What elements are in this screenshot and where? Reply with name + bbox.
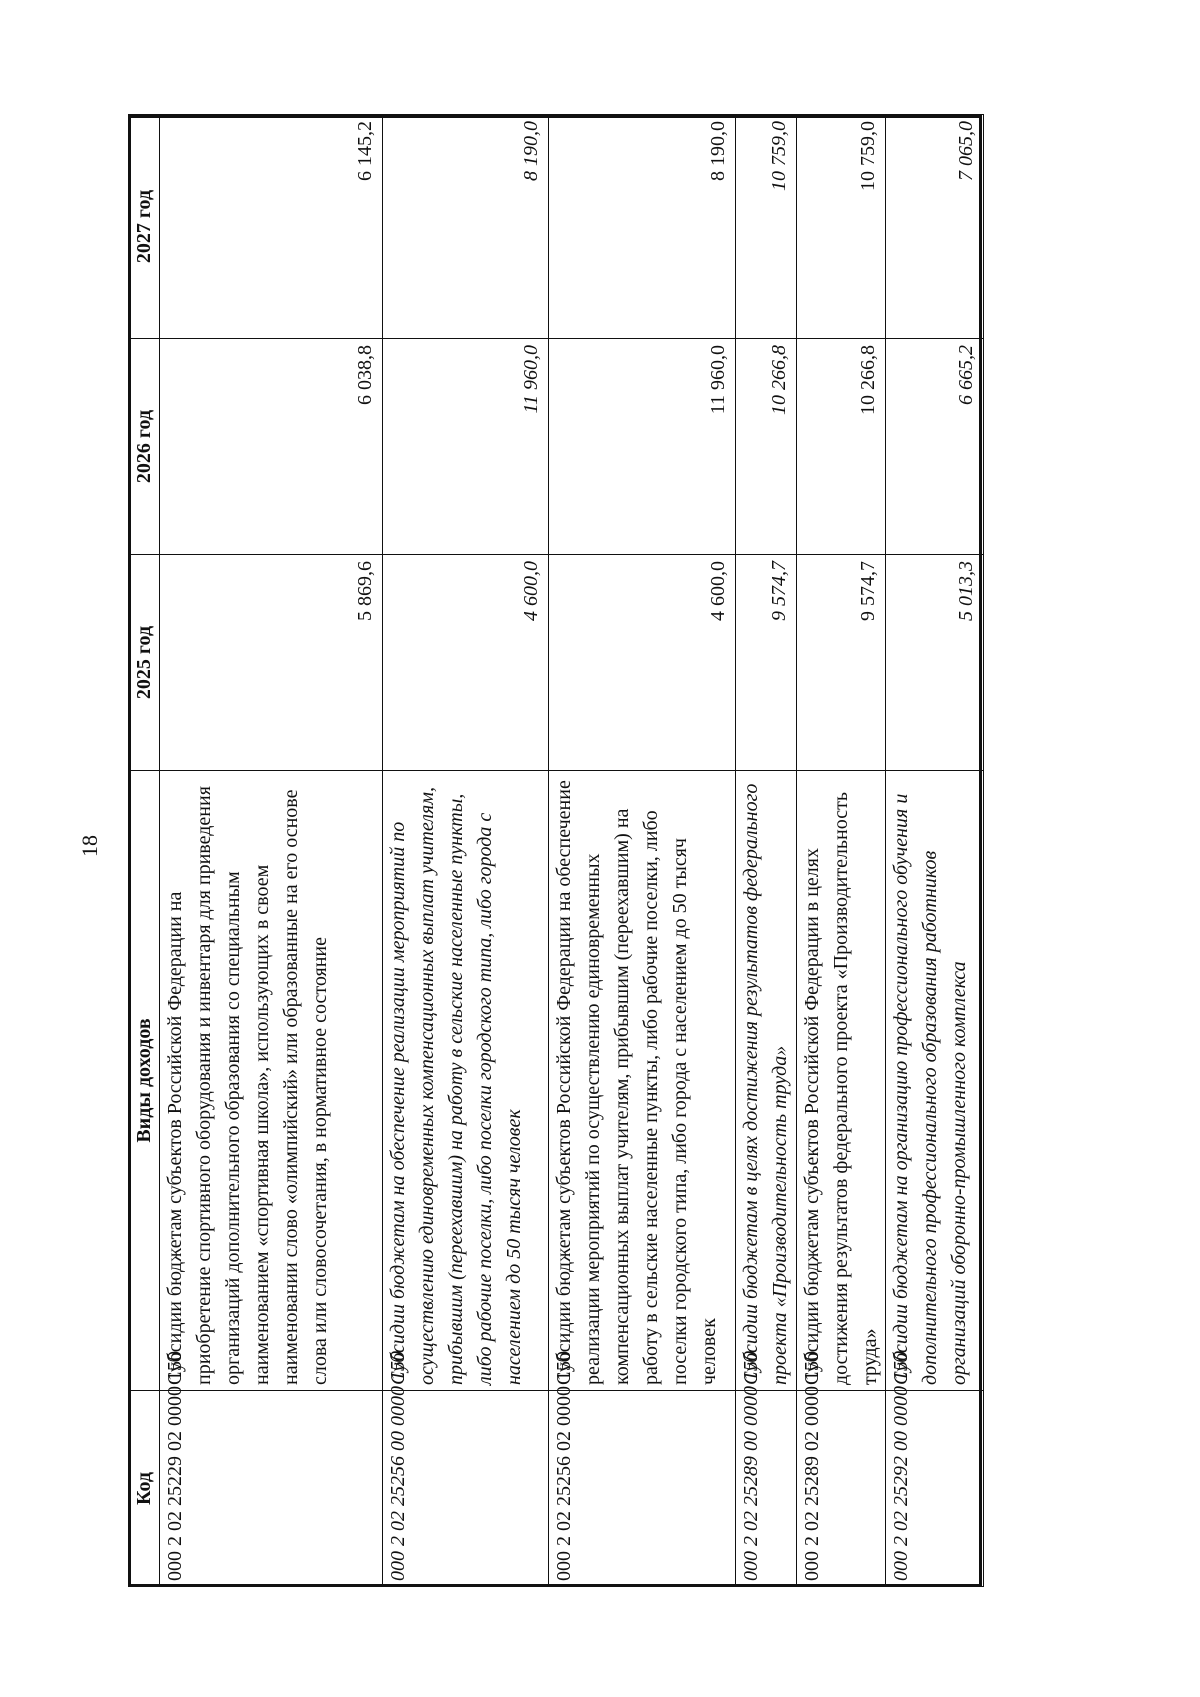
- row-value-2026: 10 266,8: [736, 339, 797, 555]
- row-value-2027: 6 145,2: [160, 115, 383, 339]
- row-code: 000 2 02 25292 00 0000 150: [886, 1391, 984, 1587]
- row-value-2026: 11 960,0: [549, 339, 736, 555]
- row-description: Субсидии бюджетам на организацию профессионального обучения и дополнительного профессионального образования работников организаций оборонно-промышленного комплекса: [886, 771, 984, 1391]
- row-value-2027: 8 190,0: [549, 115, 736, 339]
- row-value-2027: 7 065,0: [886, 115, 984, 339]
- row-value-2026: 10 266,8: [797, 339, 886, 555]
- row-value-2025: 9 574,7: [736, 555, 797, 771]
- revenue-table-container: [128, 115, 982, 1587]
- row-code: 000 2 02 25289 00 0000 150: [736, 1391, 797, 1587]
- row-description: Субсидии бюджетам субъектов Российской Федерации на приобретение спортивного оборудования и инвентаря для приведения организаций дополнительного образования со специальным наименованием «спортивная школа», использующих в своем наименовании слово «олимпийский» или образованные на его основе слова или словосочетания, в нормативное состояние: [160, 771, 383, 1391]
- row-code: 000 2 02 25289 02 0000 150: [797, 1391, 886, 1587]
- row-value-2027: 8 190,0: [383, 115, 549, 339]
- row-value-2026: 11 960,0: [383, 339, 549, 555]
- row-value-2025: 5 869,6: [160, 555, 383, 771]
- row-value-2026: 6 038,8: [160, 339, 383, 555]
- table-row: [160, 115, 383, 1587]
- row-value-2026: 6 665,2: [886, 339, 984, 555]
- header-revenue-kind: Виды доходов: [129, 771, 160, 1391]
- revenue-table: [128, 114, 984, 1587]
- table-row: [797, 115, 886, 1587]
- row-value-2025: 9 574,7: [797, 555, 886, 771]
- row-description: Субсидии бюджетам в целях достижения результатов федерального проекта «Производительность труда»: [736, 771, 797, 1391]
- row-value-2027: 10 759,0: [736, 115, 797, 339]
- header-2025: 2025 год: [129, 555, 160, 771]
- table-row: [383, 115, 549, 1587]
- table-header-row: [129, 115, 160, 1587]
- table-row: [736, 115, 797, 1587]
- page-number: 18: [77, 835, 102, 857]
- table-row: [886, 115, 984, 1587]
- row-description: Субсидии бюджетам субъектов Российской Федерации в целях достижения результатов федерального проекта «Производительность труда»: [797, 771, 886, 1391]
- row-code: 000 2 02 25256 00 0000 150: [383, 1391, 549, 1587]
- header-code: Код: [129, 1391, 160, 1587]
- row-value-2025: 5 013,3: [886, 555, 984, 771]
- row-description: Субсидии бюджетам субъектов Российской Федерации на обеспечение реализации мероприятий по осуществлению единовременных компенсационных выплат учителям, прибывшим (переехавшим) на работу в сельские населенные пункты, либо рабочие поселки, либо поселки городского типа, либо города с населением до 50 тысяч человек: [549, 771, 736, 1391]
- row-value-2027: 10 759,0: [797, 115, 886, 339]
- header-2026: 2026 год: [129, 339, 160, 555]
- row-code: 000 2 02 25229 02 0000 150: [160, 1391, 383, 1587]
- header-2027: 2027 год: [129, 115, 160, 339]
- row-code: 000 2 02 25256 02 0000 150: [549, 1391, 736, 1587]
- table-row: [549, 115, 736, 1587]
- row-description: Субсидии бюджетам на обеспечение реализации мероприятий по осуществлению единовременных компенсационных выплат учителям, прибывшим (переехавшим) на работу в сельские населенные пункты, либо рабочие поселки, либо поселки городского типа, либо города с населением до 50 тысяч человек: [383, 771, 549, 1391]
- row-value-2025: 4 600,0: [383, 555, 549, 771]
- row-value-2025: 4 600,0: [549, 555, 736, 771]
